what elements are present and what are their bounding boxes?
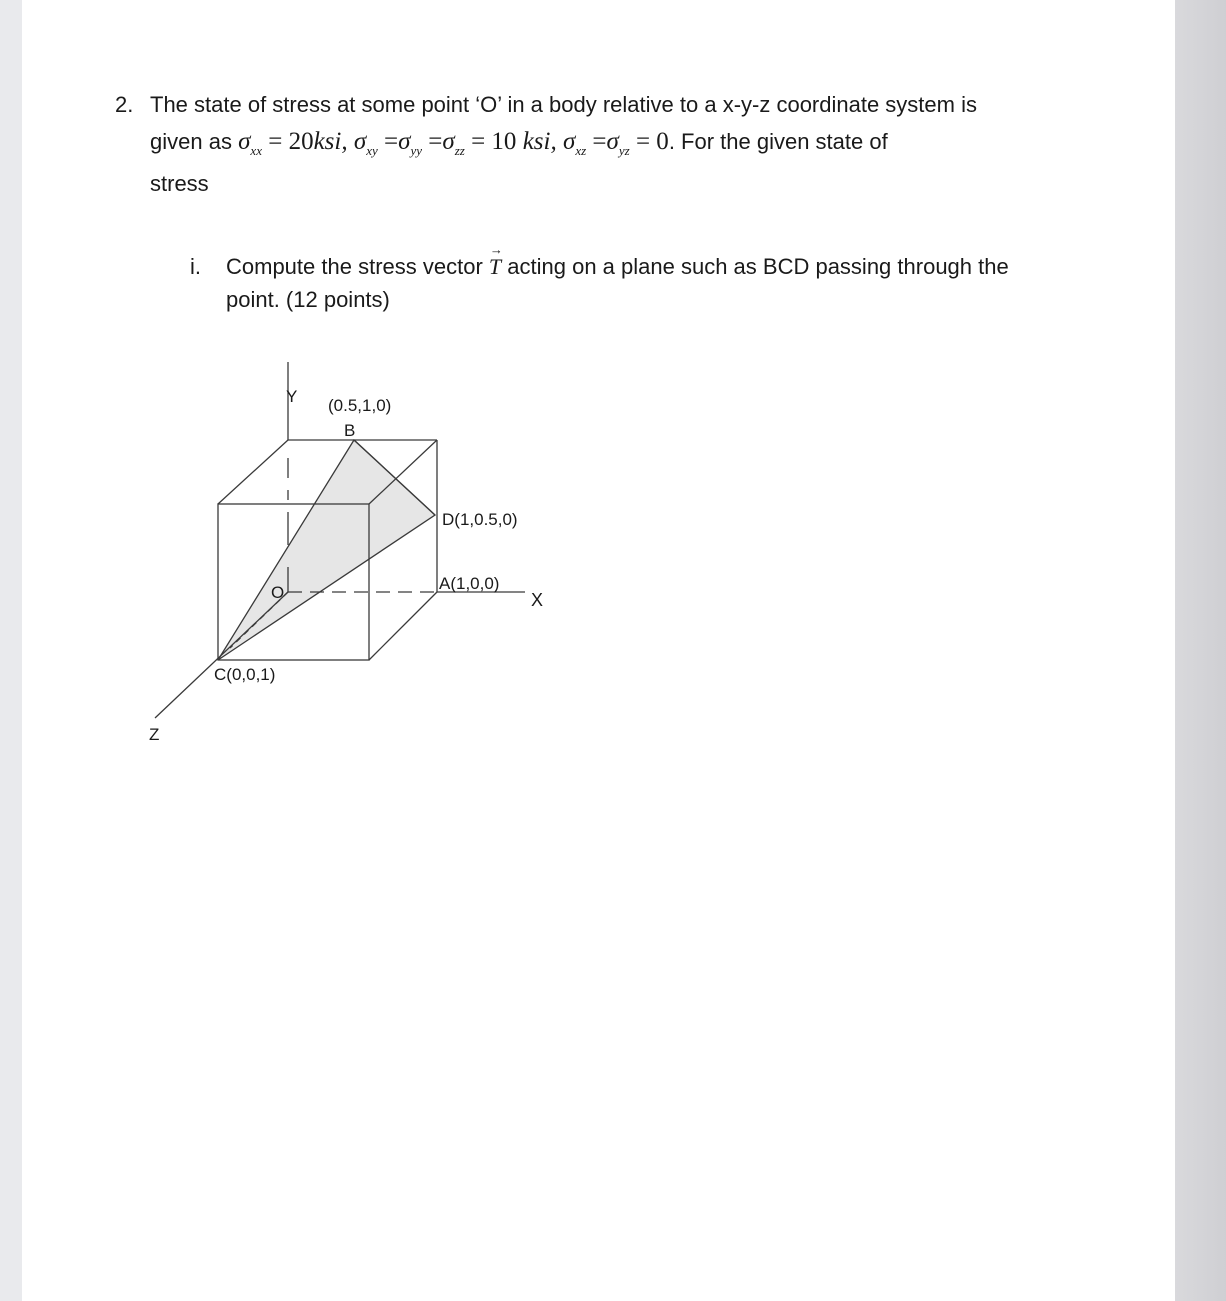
point-b-coordinates: (0.5,1,0) bbox=[328, 396, 392, 415]
question-line-3: stress bbox=[150, 171, 209, 196]
x-axis-label: X bbox=[531, 590, 544, 610]
point-d-label: D(1,0.5,0) bbox=[442, 510, 518, 529]
given-as-text: given as bbox=[150, 129, 232, 154]
point-a-label: A(1,0,0) bbox=[439, 574, 500, 593]
stress-equation: $\sigma_{xx} = 20ksi$, $\sigma_{xy} =\sigma_{yy} =\sigma_{zz} = 10$ ksi, $\sigma_{xz} =\sigma_{yz} = 0$ bbox=[238, 128, 669, 158]
origin-label: O bbox=[271, 583, 285, 602]
subquestion-line-1: Compute the stress vector → T acting on a plane such as BCD passing through the bbox=[226, 254, 1009, 280]
y-axis-label: Y bbox=[286, 387, 298, 406]
stress-vector-symbol: → T bbox=[489, 254, 501, 280]
point-b-label: B bbox=[344, 421, 356, 440]
subquestion-line-2: point. (12 points) bbox=[226, 287, 390, 312]
question-number: 2. bbox=[115, 92, 134, 117]
given-state-text: . For the given state of bbox=[668, 129, 888, 154]
z-axis-label: Z bbox=[149, 725, 160, 744]
question-line-1: The state of stress at some point ‘O’ in a body relative to a x-y-z coordinate system is bbox=[150, 92, 977, 117]
point-c-label: C(0,0,1) bbox=[214, 665, 276, 684]
subquestion-numeral: i. bbox=[190, 254, 201, 279]
